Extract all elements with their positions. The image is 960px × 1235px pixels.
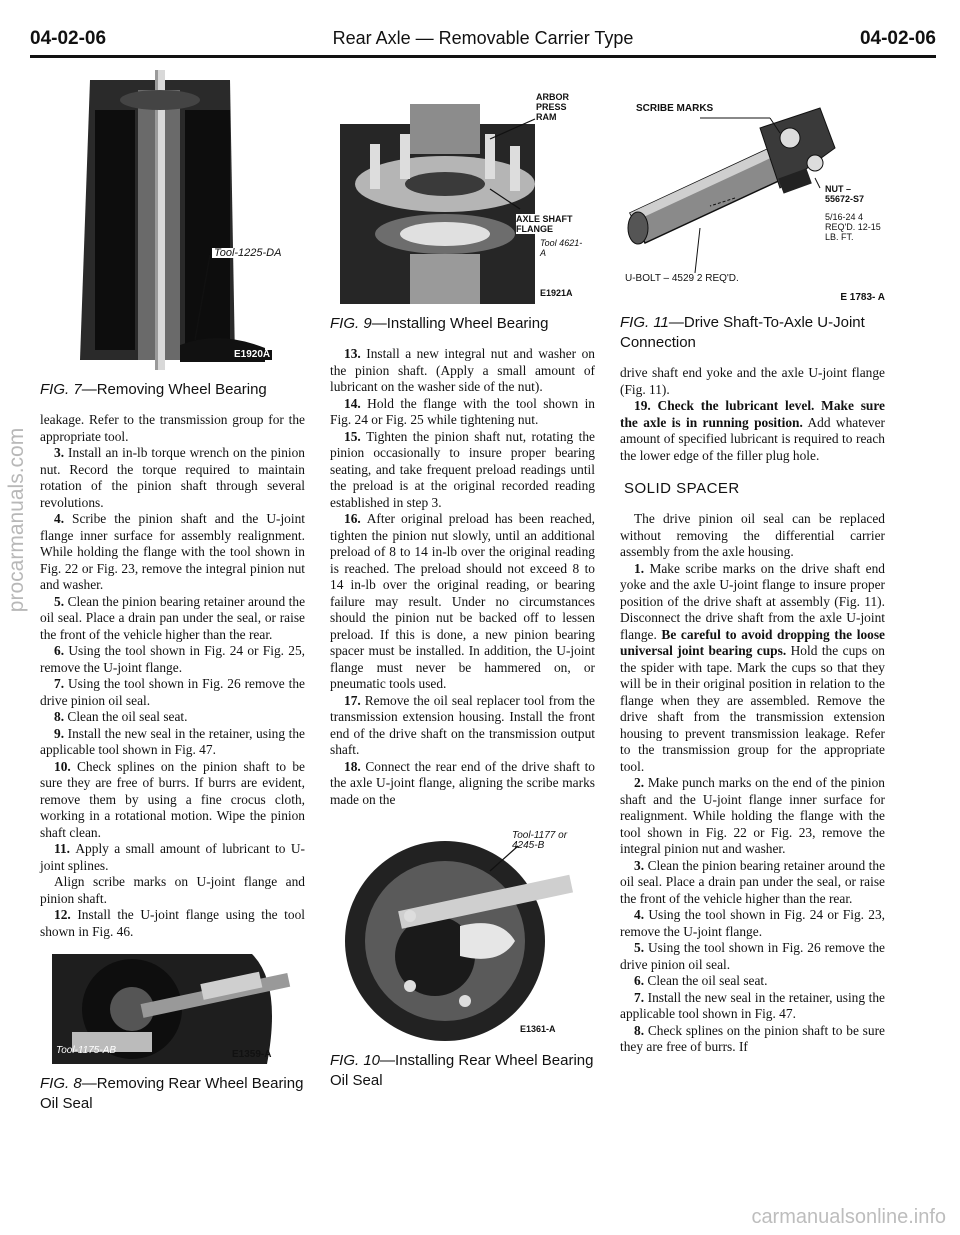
paragraph	[620, 398, 885, 464]
fig8-image	[52, 954, 297, 1064]
step-number: 8.	[54, 709, 68, 724]
paragraph-text: After original preload has been reached, tighten the pinion nut slowly, until an additional preload of 8 to 14 in-lb over the original reading is reached. The preload should not exceed 8 to 14 in-lb over the original reading, or bearing failure may result. Under no circumstances should the pinion nut be backed off to lessen preload. If this is done, a new pinion bearing spacer must be installed. In addition, the U-joint flange must never be hammered on, or pneumatic tools used.	[330, 511, 595, 691]
paragraph-text: The drive pinion oil seal can be replaced without removing the differential carrier assembly from the axle housing.	[620, 511, 885, 559]
side-watermark: procarmanuals.com	[5, 427, 28, 613]
paragraph-text: Make punch marks on the end of the pinion shaft and the U-joint flange inner surface for realignment. While holding the flange with the tool shown in Fig. 22 or Fig. 23, remove the integral pinion nut and washer.	[620, 775, 885, 856]
paragraph	[40, 643, 305, 676]
paragraph-text: Make scribe marks on the drive shaft end yoke and the axle U-joint flange to insure proper position of the drive shaft at assembly (Fig. 11). Disconnect the drive shaft from the axle U-joint flange.	[620, 560, 885, 642]
paragraph-text: drive shaft end yoke and the axle U-joint flange (Fig. 11).	[620, 365, 885, 397]
paragraph-text: Clean the pinion bearing retainer around the oil seal. Place a drain pan under the seal, or raise the front of the vehicle higher than the rear.	[40, 593, 306, 642]
paragraph	[620, 973, 885, 990]
fig7-caption: FIG. 7—Removing Wheel Bearing	[40, 381, 267, 398]
step-number: 9.	[54, 725, 68, 741]
column-2	[330, 70, 595, 1103]
step-number: 15.	[344, 428, 367, 444]
paragraph	[620, 511, 885, 561]
fig8-tool-label: Tool-1175-AB	[56, 1045, 117, 1056]
step-number: 14.	[344, 395, 368, 411]
paragraph	[40, 709, 305, 726]
step-number: 6.	[634, 973, 648, 988]
fig9-ram-label: ARBOR PRESS RAM	[536, 92, 569, 122]
paragraph	[40, 511, 305, 594]
page-title: Rear Axle — Removable Carrier Type	[332, 28, 634, 48]
paragraph	[620, 858, 885, 908]
paragraph-text: Add whatever amount of specified lubricant is required to reach the lower edge of the filler plug hole.	[620, 414, 885, 463]
paragraph-text: Clean the oil seal seat.	[67, 709, 188, 724]
page-code-left: 04-02-06	[30, 28, 107, 49]
paragraph-text: Connect the rear end of the drive shaft to the axle U-joint flange, aligning the scribe marks made on the	[330, 758, 595, 807]
column-3	[620, 70, 885, 1056]
step-number: 2.	[634, 775, 648, 790]
paragraph-text: Install the new seal in the retainer, using the applicable tool shown in Fig. 47.	[620, 989, 886, 1021]
step-number: 18.	[344, 758, 366, 774]
column-1	[40, 70, 305, 1126]
paragraph	[40, 726, 305, 759]
col3-text-bottom	[620, 511, 885, 1056]
col3-text-top	[620, 365, 885, 464]
paragraph	[40, 412, 305, 445]
step-number: 1.	[634, 560, 650, 576]
step-number: 19.	[634, 398, 658, 413]
fig7-image	[60, 70, 285, 370]
fig9-code-label: E1921A	[540, 288, 573, 298]
paragraph-text: Install the U-joint flange using the tool shown in Fig. 46.	[40, 907, 305, 939]
paragraph-text: Check splines on the pinion shaft to be sure they are free of burrs. If burrs are evident, remove them by using a fine crocus cloth, working in a rotational motion. Wipe the pinion shaft clean.	[40, 758, 305, 840]
fig7-photo	[60, 70, 285, 370]
paragraph	[620, 775, 885, 858]
fig7-tool-label: Tool-1225-DA	[214, 247, 282, 259]
paragraph	[330, 396, 595, 429]
fig11-ubolt-label: U-BOLT – 4529 2 REQ'D.	[625, 273, 739, 284]
paragraph	[330, 693, 595, 759]
step-number: 3.	[634, 857, 648, 873]
paragraph-text: Align scribe marks on U-joint flange and pinion shaft.	[40, 874, 305, 906]
section-heading: SOLID SPACER	[624, 480, 740, 497]
fig11-caption: FIG. 11—Drive Shaft-To-Axle U-Joint Connection	[620, 314, 865, 351]
fig9-tool-label: Tool 4621-A	[540, 238, 583, 258]
fig9-caption: FIG. 9—Installing Wheel Bearing	[330, 315, 549, 332]
paragraph	[620, 990, 885, 1023]
step-number: 4.	[634, 907, 649, 922]
fig10-image	[340, 826, 575, 1041]
step-number: 8.	[634, 1022, 648, 1038]
col1-text	[40, 412, 305, 940]
fig10-tool-label: Tool-1177 or 4245-B	[512, 830, 568, 851]
paragraph-text: leakage. Refer to the transmission group for the appropriate tool.	[40, 412, 305, 444]
fig10-photo	[340, 826, 575, 1041]
page-header	[30, 28, 936, 52]
header-rule	[30, 55, 936, 58]
paragraph	[330, 759, 595, 809]
page-code-right: 04-02-06	[859, 28, 936, 49]
fig11-scribe-label: SCRIBE MARKS	[636, 103, 714, 114]
paragraph-text: Using the tool shown in Fig. 24 or Fig. 25, remove the U-joint flange.	[40, 643, 305, 675]
paragraph-text: Hold the flange with the tool shown in Fig. 24 or Fig. 25 while tightening nut.	[330, 395, 595, 427]
fig9-flange-label: AXLE SHAFT FLANGE	[516, 214, 585, 234]
paragraph-text: Check splines on the pinion shaft to be sure they are free of burrs. If	[620, 1022, 885, 1054]
paragraph	[330, 511, 595, 693]
step-number: 5.	[634, 940, 648, 955]
paragraph	[40, 759, 305, 842]
fig11-spec-label: 5/16-24 4 REQ'D. 12-15 LB. FT.	[825, 212, 881, 242]
paragraph	[40, 841, 305, 874]
fig11-nut-label: NUT – 55672-S7	[825, 184, 865, 204]
paragraph	[620, 561, 885, 776]
paragraph-text: Install the new seal in the retainer, using the applicable tool shown in Fig. 47.	[40, 725, 306, 757]
paragraph-text: Tighten the pinion shaft nut, rotating the pinion occasionally to insure proper bearing seating, and take frequent preload readings until the preload is at the original recorded reading established in step 3.	[330, 428, 595, 510]
paragraph-text: Scribe the pinion shaft and the U-joint flange inner surface for assembly realignment. While holding the flange with the tool shown in Fig. 22 or Fig. 23, remove the integral pinion nut and washer.	[40, 511, 306, 592]
bold-note: Be careful to avoid dropping the loose universal joint bearing cups.	[620, 626, 885, 658]
paragraph-text: Remove the oil seal replacer tool from the transmission extension housing. Install the front end of the drive shaft on the transmission output shaft.	[330, 692, 596, 757]
paragraph	[620, 907, 885, 940]
paragraph	[620, 940, 885, 973]
step-number: 12.	[54, 907, 78, 922]
paragraph	[40, 594, 305, 644]
fig10-caption: FIG. 10—Installing Rear Wheel Bearing Oil Seal	[330, 1052, 594, 1089]
paragraph-text: Using the tool shown in Fig. 26 remove the drive pinion oil seal.	[620, 940, 885, 972]
step-number: 4.	[54, 511, 73, 526]
bold-note: Check the lubricant level. Make sure the axle is in running position.	[620, 398, 885, 430]
col2-text	[330, 346, 595, 808]
paragraph	[620, 365, 885, 398]
step-number: 7.	[54, 676, 68, 691]
fig8-code-label: E1359-A	[232, 1049, 272, 1060]
paragraph-text: Clean the pinion bearing retainer around the oil seal. Place a drain pan under the seal, or raise the front of the vehicle higher than the rear.	[620, 857, 886, 906]
step-number: 11.	[54, 841, 76, 856]
paragraph-text: Install an in-lb torque wrench on the pinion nut. Record the torque required to maintain rotation of the pinion shaft through several revolutions.	[40, 445, 306, 510]
fig8-caption: FIG. 8—Removing Rear Wheel Bearing Oil Seal	[40, 1075, 304, 1112]
fig10-code-label: E1361-A	[520, 1024, 556, 1034]
step-number: 10.	[54, 758, 77, 774]
paragraph-text: Using the tool shown in Fig. 24 or Fig. 23, remove the U-joint flange.	[620, 907, 885, 939]
fig9-image	[340, 84, 585, 304]
paragraph	[40, 907, 305, 940]
paragraph	[40, 874, 305, 907]
paragraph-text: Install a new integral nut and washer on the pinion shaft. (Apply a small amount of lubricant on the washer side of the nut).	[330, 346, 596, 394]
paragraph	[330, 346, 595, 396]
step-number: 3.	[54, 445, 69, 460]
footer-watermark: carmanualsonline.info	[751, 1206, 946, 1228]
fig7-code-label: E1920A	[234, 349, 271, 360]
paragraph	[40, 445, 305, 511]
paragraph-text: Hold the cups on the spider with tape. Mark the cups so that they will be in their original position in relation to the flange when they are assembled. Remove the drive shaft from the transmission extension housing to prevent transmission leakage. Refer to the transmission group for the appropriate tool.	[620, 643, 885, 774]
fig11-image	[620, 88, 885, 288]
step-number: 7.	[634, 989, 648, 1005]
step-number: 6.	[54, 643, 69, 658]
step-number: 17.	[344, 692, 365, 708]
step-number: 13.	[344, 346, 367, 361]
step-number: 5.	[54, 593, 68, 609]
paragraph-text: Apply a small amount of lubricant to U-joint splines.	[40, 841, 305, 873]
paragraph-text: Clean the oil seal seat.	[647, 973, 768, 988]
paragraph	[620, 1023, 885, 1056]
step-number: 16.	[344, 511, 367, 526]
paragraph	[330, 429, 595, 512]
fig11-code-label: E 1783- A	[840, 292, 885, 303]
paragraph-text: Using the tool shown in Fig. 26 remove the drive pinion oil seal.	[40, 676, 305, 708]
paragraph	[40, 676, 305, 709]
